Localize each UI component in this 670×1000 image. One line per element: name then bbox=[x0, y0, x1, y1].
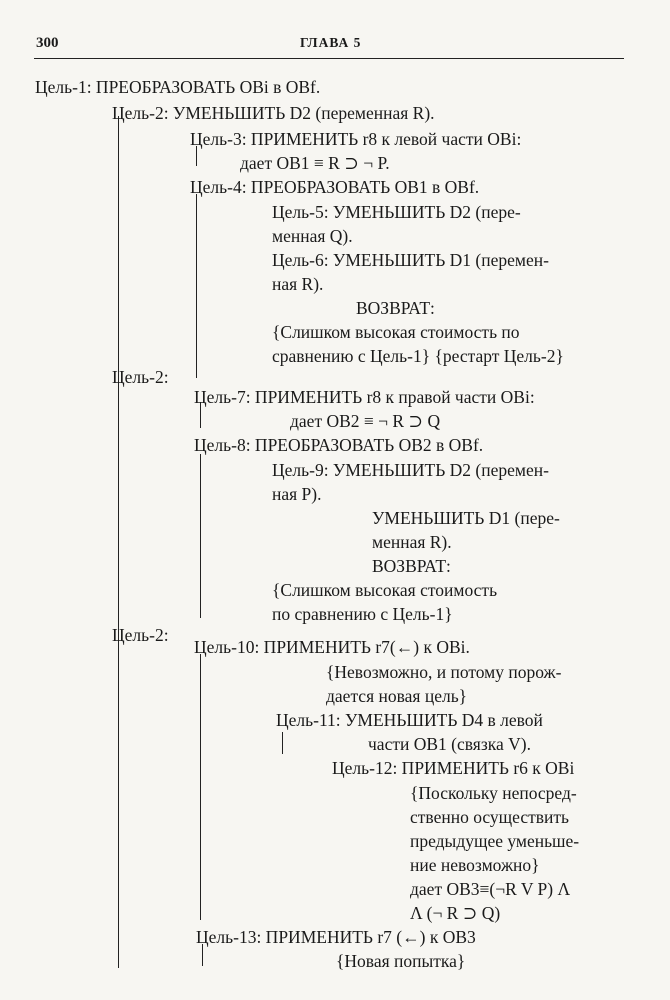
note-2-line2: по сравнению с Цель-1} bbox=[272, 604, 453, 624]
reduce-d1-line: УМЕНЬШИТЬ D1 (пере- bbox=[372, 508, 560, 528]
note-2-line1: {Слишком высокая стоимость bbox=[272, 580, 498, 600]
reduce-d1-cont: менная R). bbox=[372, 532, 452, 552]
return-2: ВОЗВРАТ: bbox=[372, 556, 451, 576]
goal-2-line: Цель-2: УМЕНЬШИТЬ D2 (переменная R). bbox=[112, 103, 435, 123]
goal-3-result: дает OB1 ≡ R ⊃ ¬ P. bbox=[240, 153, 390, 173]
goal-7-result: дает OB2 ≡ ¬ R ⊃ Q bbox=[290, 411, 441, 431]
chapter-title: ГЛАВА 5 bbox=[300, 35, 362, 50]
tree-line-goal2 bbox=[118, 116, 119, 968]
goal-11-cont: части OB1 (связка V). bbox=[368, 734, 531, 754]
goal-6-cont: ная R). bbox=[272, 274, 324, 294]
note-1-line1: {Слишком высокая стоимость по bbox=[272, 322, 520, 342]
tree-line-goal8 bbox=[200, 454, 201, 618]
tree-line-goal4 bbox=[196, 194, 197, 378]
goal-12-result-cont: Λ (¬ R ⊃ Q) bbox=[410, 903, 501, 923]
goal-7-line: Цель-7: ПРИМЕНИТЬ r8 к правой части OBi: bbox=[194, 387, 535, 407]
goal-2-restart-1: Цель-2: bbox=[112, 367, 169, 387]
tree-line-goal10 bbox=[200, 654, 201, 920]
page-number: 300 bbox=[36, 35, 59, 51]
goal-8-line: Цель-8: ПРЕОБРАЗОВАТЬ OB2 в OBf. bbox=[194, 435, 484, 455]
goal-10-line: Цель-10: ПРИМЕНИТЬ r7(←) к OBi. bbox=[194, 637, 470, 657]
tree-line-goal11 bbox=[282, 732, 283, 754]
return-1: ВОЗВРАТ: bbox=[356, 298, 435, 318]
header-rule bbox=[34, 58, 624, 59]
goal-12-note2: ственно осуществить bbox=[410, 807, 570, 827]
goal-6-line: Цель-6: УМЕНЬШИТЬ D1 (перемен- bbox=[272, 250, 549, 270]
goal-11-line: Цель-11: УМЕНЬШИТЬ D4 в левой bbox=[276, 710, 543, 730]
note-1-line2: сравнению с Цель-1} {рестарт Цель-2} bbox=[272, 346, 564, 366]
goal-9-line: Цель-9: УМЕНЬШИТЬ D2 (перемен- bbox=[272, 460, 549, 480]
goal-2-restart-2: Цель-2: bbox=[112, 625, 169, 645]
goal-12-line: Цель-12: ПРИМЕНИТЬ r6 к OBi bbox=[332, 758, 575, 778]
goal-9-cont: ная P). bbox=[272, 484, 322, 504]
goal-10-note2: дается новая цель} bbox=[326, 686, 468, 706]
goal-12-result: дает OB3≡(¬R V P) Λ bbox=[410, 879, 571, 899]
goal-5-line: Цель-5: УМЕНЬШИТЬ D2 (пере- bbox=[272, 202, 521, 222]
goal-13-note: {Новая попытка} bbox=[336, 951, 466, 971]
goal-12-note3: предыдущее уменьше- bbox=[410, 831, 580, 851]
goal-1-line: Цель-1: ПРЕОБРАЗОВАТЬ OBi в OBf. bbox=[35, 77, 321, 97]
goal-12-note1: {Поскольку непосред- bbox=[410, 783, 577, 803]
goal-4-line: Цель-4: ПРЕОБРАЗОВАТЬ OB1 в OBf. bbox=[190, 177, 480, 197]
goal-12-note4: ние невозможно} bbox=[410, 855, 540, 875]
goal-13-line: Цель-13: ПРИМЕНИТЬ r7 (←) к OB3 bbox=[196, 927, 476, 947]
goal-5-cont: менная Q). bbox=[272, 226, 353, 246]
goal-3-line: Цель-3: ПРИМЕНИТЬ r8 к левой части OBi: bbox=[190, 129, 522, 149]
goal-10-note1: {Невозможно, и потому порож- bbox=[326, 662, 562, 682]
